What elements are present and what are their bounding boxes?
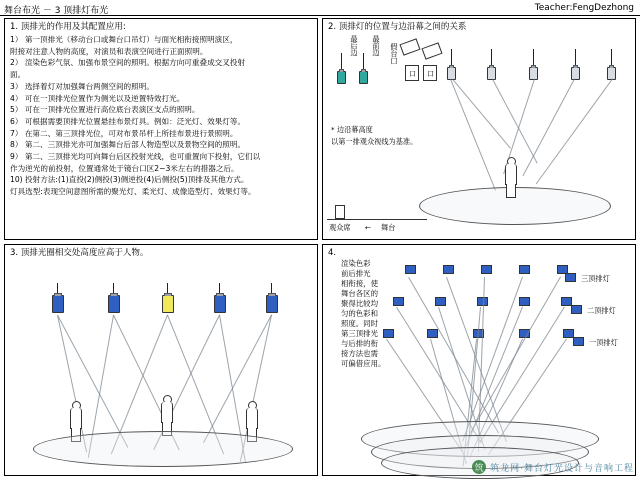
lamp-cap xyxy=(361,69,366,72)
header-teacher: Teacher:FengDezhong xyxy=(534,3,634,13)
lamp-row3-3 xyxy=(481,265,492,274)
legend-label-3: 三顶排灯 xyxy=(581,274,610,283)
panel-1-line: 10) 投射方法:(1)直投(2)侧投(3)侧逆投(4)后侧投(5)顶排及其他方式。 xyxy=(10,175,249,185)
panel-1-line: 9） 第二、三顶排光均可向舞台后区投射光线，也可重置向下投射，它们以 xyxy=(10,152,261,162)
lamp-row2-4 xyxy=(519,297,530,306)
proscenium-box-left xyxy=(405,65,419,81)
label-audience: 观众席 xyxy=(329,223,351,232)
panel-1-body xyxy=(10,34,313,198)
panel-4-note-line: 接方法也需 xyxy=(341,349,378,358)
legend-swatch-1 xyxy=(573,337,584,346)
lamp-row2-2 xyxy=(435,297,446,306)
tilted-panel-2 xyxy=(421,42,442,59)
label-stage: 舞台 xyxy=(381,223,396,232)
lamp-row3-2 xyxy=(443,265,454,274)
baseline-rule xyxy=(327,219,427,220)
person-body xyxy=(246,408,258,429)
proscenium-box-left-label: 口 xyxy=(409,70,416,78)
panel-4-note-line: 聚得比较均 xyxy=(341,299,378,308)
panel-1-line: 面。 xyxy=(10,70,26,80)
light-ray xyxy=(450,79,496,191)
label-front-side: 最前边 xyxy=(372,35,381,57)
lamp-top-4 xyxy=(487,67,496,80)
panel-4-note-line: 相衔接，使 xyxy=(341,279,378,288)
panel-1-line: 1） 第一顶排光（移动台口或舞台口吊灯）与面光相衔接照明演区， xyxy=(10,35,238,44)
panel-1-line: 6） 可根据需要顶排光位置悬挂布景灯具。例如：泛光灯、效果灯等。 xyxy=(10,116,246,126)
panel-4-note xyxy=(341,259,387,369)
header-title: 舞台布光 － 3 顶排灯布光 xyxy=(4,6,109,16)
panel-1-number: 1. xyxy=(10,22,19,32)
lamp-cap xyxy=(110,293,118,296)
lamp-row-3-highlight xyxy=(162,295,174,313)
panel-1-line: 灯具选型:表现空间意图所需的聚光灯、柔光灯、成像造型灯、效果灯等。 xyxy=(10,187,256,197)
proscenium-box-right-label: 口 xyxy=(427,70,434,78)
panel-1-line: 8） 第二、三顶排光亦可加强舞台后部人物造型以及景物空间的照明。 xyxy=(10,140,246,150)
lamp-row-1 xyxy=(52,295,64,313)
person-legs xyxy=(506,184,516,198)
panel-1-line: 7） 在第二、第三顶排光位，可对布景吊杆上所挂布景进行景照明。 xyxy=(10,128,238,138)
lamp-row-5 xyxy=(266,295,278,313)
lamp-row1-1 xyxy=(383,329,394,338)
panel-4 xyxy=(322,244,636,476)
lamp-cap xyxy=(339,69,344,72)
panel-1-line: 3） 选择着灯对加强舞台两侧空间的照明。 xyxy=(10,81,154,91)
edge-height-note-1: * 边沿幕高度 xyxy=(331,125,373,134)
lamp-cap xyxy=(164,293,172,296)
lamp-cap xyxy=(609,65,614,68)
lamp-row1-2 xyxy=(427,329,438,338)
person-body xyxy=(70,408,82,429)
panel-2-heading: 顶排灯的位置与边沿幕之间的关系 xyxy=(338,22,467,32)
lamp-cap xyxy=(573,65,578,68)
lamp-top-6 xyxy=(571,67,580,80)
panel-3 xyxy=(4,244,318,476)
label-arrow: ← xyxy=(365,223,372,232)
audience-marker xyxy=(335,205,345,219)
light-ray xyxy=(452,79,511,149)
person-body xyxy=(505,164,517,185)
lamp-row2-1 xyxy=(393,297,404,306)
watermark-logo: 筑 xyxy=(472,460,486,474)
person-body xyxy=(161,402,173,423)
panel-1-line: 作为逆光的前投射，位置通常处于镜台口区2~3米左右的措器之后。 xyxy=(10,163,239,173)
panel-4-number: 4. xyxy=(328,248,337,258)
proscenium-box-right xyxy=(423,65,437,81)
lamp-top-2 xyxy=(359,71,368,84)
page-header xyxy=(0,0,640,16)
watermark xyxy=(472,460,634,474)
panel-1-line: 附接对注意人物的高度，对演员和表演空间进行正面照明。 xyxy=(10,46,208,56)
legend-label-1: 一顶排灯 xyxy=(589,338,618,347)
panel-1-title xyxy=(10,22,126,33)
panel-4-note-line: 匀的色彩和 xyxy=(341,309,378,318)
lamp-row3-1 xyxy=(405,265,416,274)
tilted-panel-1 xyxy=(399,38,420,55)
lamp-row-4 xyxy=(214,295,226,313)
panel-4-note-line: 可偏借应用。 xyxy=(341,359,386,368)
label-false-proscenium: 假台口 xyxy=(390,43,399,65)
watermark-text: 筑龙网·舞台灯光设计与音响工程 xyxy=(490,463,634,474)
panel-4-note-line: 与后排的衔 xyxy=(341,339,378,348)
lamp-row3-4 xyxy=(519,265,530,274)
lamp-cap xyxy=(489,65,494,68)
panel-1-heading: 顶排光的作用及其配置应用: xyxy=(20,22,126,32)
lamp-cap xyxy=(54,293,62,296)
light-ray xyxy=(536,78,613,184)
lamp-top-3 xyxy=(447,67,456,80)
label-rear-side: 最后边 xyxy=(350,35,359,57)
legend-swatch-3 xyxy=(565,273,576,282)
panel-2 xyxy=(322,18,636,240)
panel-4-note-line: 渲染色彩 xyxy=(341,259,371,268)
lamp-cap xyxy=(531,65,536,68)
panel-3-title xyxy=(10,248,148,259)
panel-1-line: 2） 渲染色彩气氛、加强布景空间的照明。根据方向可重叠成交叉投射 xyxy=(10,58,246,68)
lamp-cap xyxy=(216,293,224,296)
panel-2-title xyxy=(328,22,466,33)
panel-3-number: 3. xyxy=(10,248,19,258)
panel-4-note-line: 第三顶排光 xyxy=(341,329,378,338)
stage-floor-ellipse xyxy=(33,431,293,467)
lamp-row-2 xyxy=(108,295,120,313)
lamp-cap xyxy=(449,65,454,68)
panel-4-note-line: 照度。同时 xyxy=(341,319,378,328)
edge-height-note-2: 以第一排观众视线为基准。 xyxy=(331,137,418,146)
lamp-cap xyxy=(268,293,276,296)
panel-4-note-line: 舞台各区的 xyxy=(341,289,378,298)
panel-4-note-line: 前后排光 xyxy=(341,269,371,278)
panel-2-number: 2. xyxy=(328,22,337,32)
stage-person xyxy=(503,157,517,199)
panel-1-line: 4） 可在一顶排光位置作为侧光以及逆置特效打光。 xyxy=(10,93,185,103)
legend-swatch-2 xyxy=(571,305,582,314)
legend-label-2: 二顶排灯 xyxy=(587,306,616,315)
panel-1-line: 5） 可在一顶排光位置进行高位底台表演区支点的照明。 xyxy=(10,105,200,115)
panel-3-heading: 顶排光圈相交处高度应高于人物。 xyxy=(20,248,149,258)
lamp-top-1 xyxy=(337,71,346,84)
panel-4-title xyxy=(328,248,336,259)
panel-1 xyxy=(4,18,318,240)
